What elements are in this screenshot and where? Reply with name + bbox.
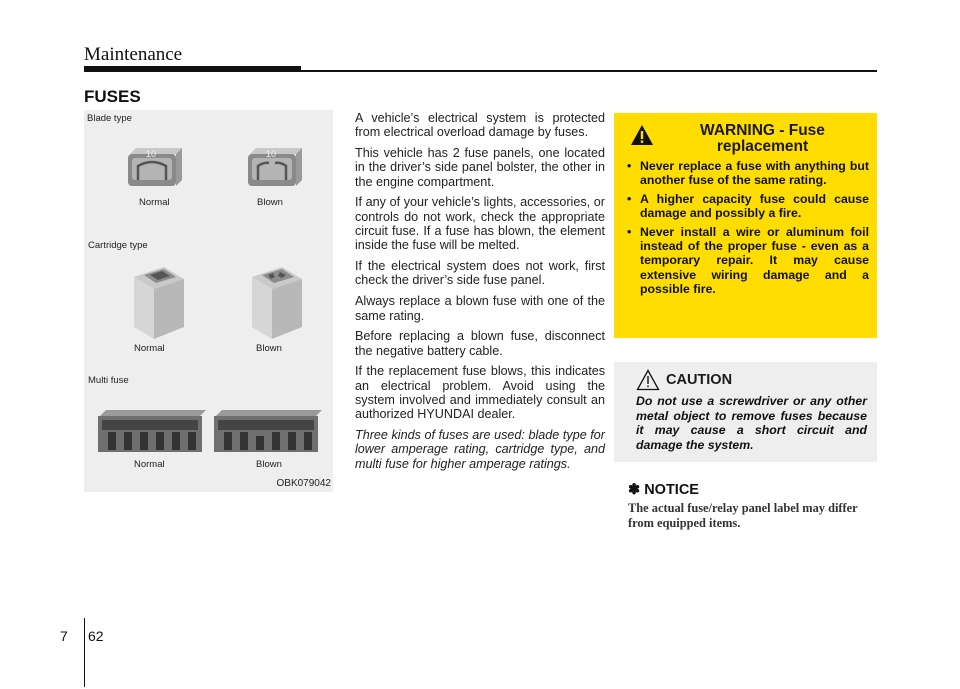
warning-item: • A higher capacity fuse could cause damage and possibly a fire. (626, 192, 869, 221)
body-paragraph-italic: Three kinds of fuses are used: blade type for lower amperage rating, cartridge type, and multi fuse for higher amperage ratings. (355, 428, 605, 471)
warning-item: • Never replace a fuse with anything but another fuse of the same rating. (626, 159, 869, 188)
notice-text: The actual fuse/relay panel label may differ from equipped items. (628, 501, 858, 530)
figure-code: OBK079042 (276, 478, 331, 489)
cartridge-fuse-normal-image (124, 265, 188, 341)
fuse-types-figure (84, 110, 333, 492)
warning-item: • Never install a wire or aluminum foil instead of the proper fuse - even as a temporary repair. It may cause extensive wiring damage and a possible fire. (626, 225, 869, 297)
cartridge-fuse-blown-image (242, 265, 306, 341)
multi-fuse-blown-image (212, 408, 326, 460)
caution-title: CAUTION (666, 372, 733, 388)
chapter-number: 7 (60, 628, 68, 644)
blade-normal-label: Normal (139, 197, 170, 208)
header-rule (301, 70, 877, 72)
cartridge-type-label: Cartridge type (88, 240, 148, 251)
blade-fuse-normal-image (124, 146, 186, 194)
notice-title (628, 482, 699, 498)
body-text-column (355, 111, 605, 478)
caution-header (636, 369, 867, 391)
multi-blown-label: Blown (256, 459, 282, 470)
caution-text: Do not use a screwdriver or any other metal object to remove fuses because it may cause a short circuit and damage the system. (636, 394, 867, 452)
header-title: Maintenance (84, 44, 183, 65)
warning-title (660, 123, 865, 155)
warning-box (614, 113, 877, 338)
header-bar (84, 66, 301, 72)
multi-fuse-label: Multi fuse (88, 375, 129, 386)
multi-normal-label: Normal (134, 459, 165, 470)
blade-blown-label: Blown (257, 197, 283, 208)
cartridge-blown-label: Blown (256, 343, 282, 354)
blade-fuse-normal-rating: 10 (146, 149, 157, 159)
body-paragraph: Always replace a blown fuse with one of the same rating. (355, 294, 605, 323)
blade-type-label: Blade type (87, 113, 132, 124)
page-number: 62 (88, 628, 104, 644)
body-paragraph: This vehicle has 2 fuse panels, one located in the driver’s side panel bolster, the other in the engine compartment. (355, 146, 605, 189)
caution-box (614, 362, 877, 462)
body-paragraph: A vehicle’s electrical system is protected from electrical overload damage by fuses. (355, 111, 605, 140)
warning-list (626, 159, 869, 297)
body-paragraph: If any of your vehicle’s lights, accessories, or controls do not work, check the appropriate circuit fuse. If a fuse has blown, the element inside the fuse will be melted. (355, 195, 605, 253)
body-paragraph: If the replacement fuse blows, this indicates an electrical problem. Avoid using the system involved and immediately consult an authorized HYUNDAI dealer. (355, 364, 605, 422)
warning-header (626, 123, 869, 155)
blade-fuse-blown-rating: 10 (266, 149, 277, 159)
warning-triangle-icon (630, 124, 654, 146)
notice-title-text: NOTICE (644, 482, 699, 498)
notice-symbol-icon: ✽ (628, 482, 641, 498)
section-title: FUSES (84, 87, 141, 106)
cartridge-normal-label: Normal (134, 343, 165, 354)
warning-title-main: WARNING (700, 122, 775, 139)
body-paragraph: Before replacing a blown fuse, disconnect the negative battery cable. (355, 329, 605, 358)
blade-fuse-blown-image (244, 146, 306, 194)
caution-triangle-icon (636, 369, 660, 391)
body-paragraph: If the electrical system does not work, first check the driver’s side fuse panel. (355, 259, 605, 288)
multi-fuse-normal-image (96, 408, 210, 460)
warning-title-sub: - Fuse replacement (716, 122, 825, 155)
footer-rule (84, 618, 85, 687)
